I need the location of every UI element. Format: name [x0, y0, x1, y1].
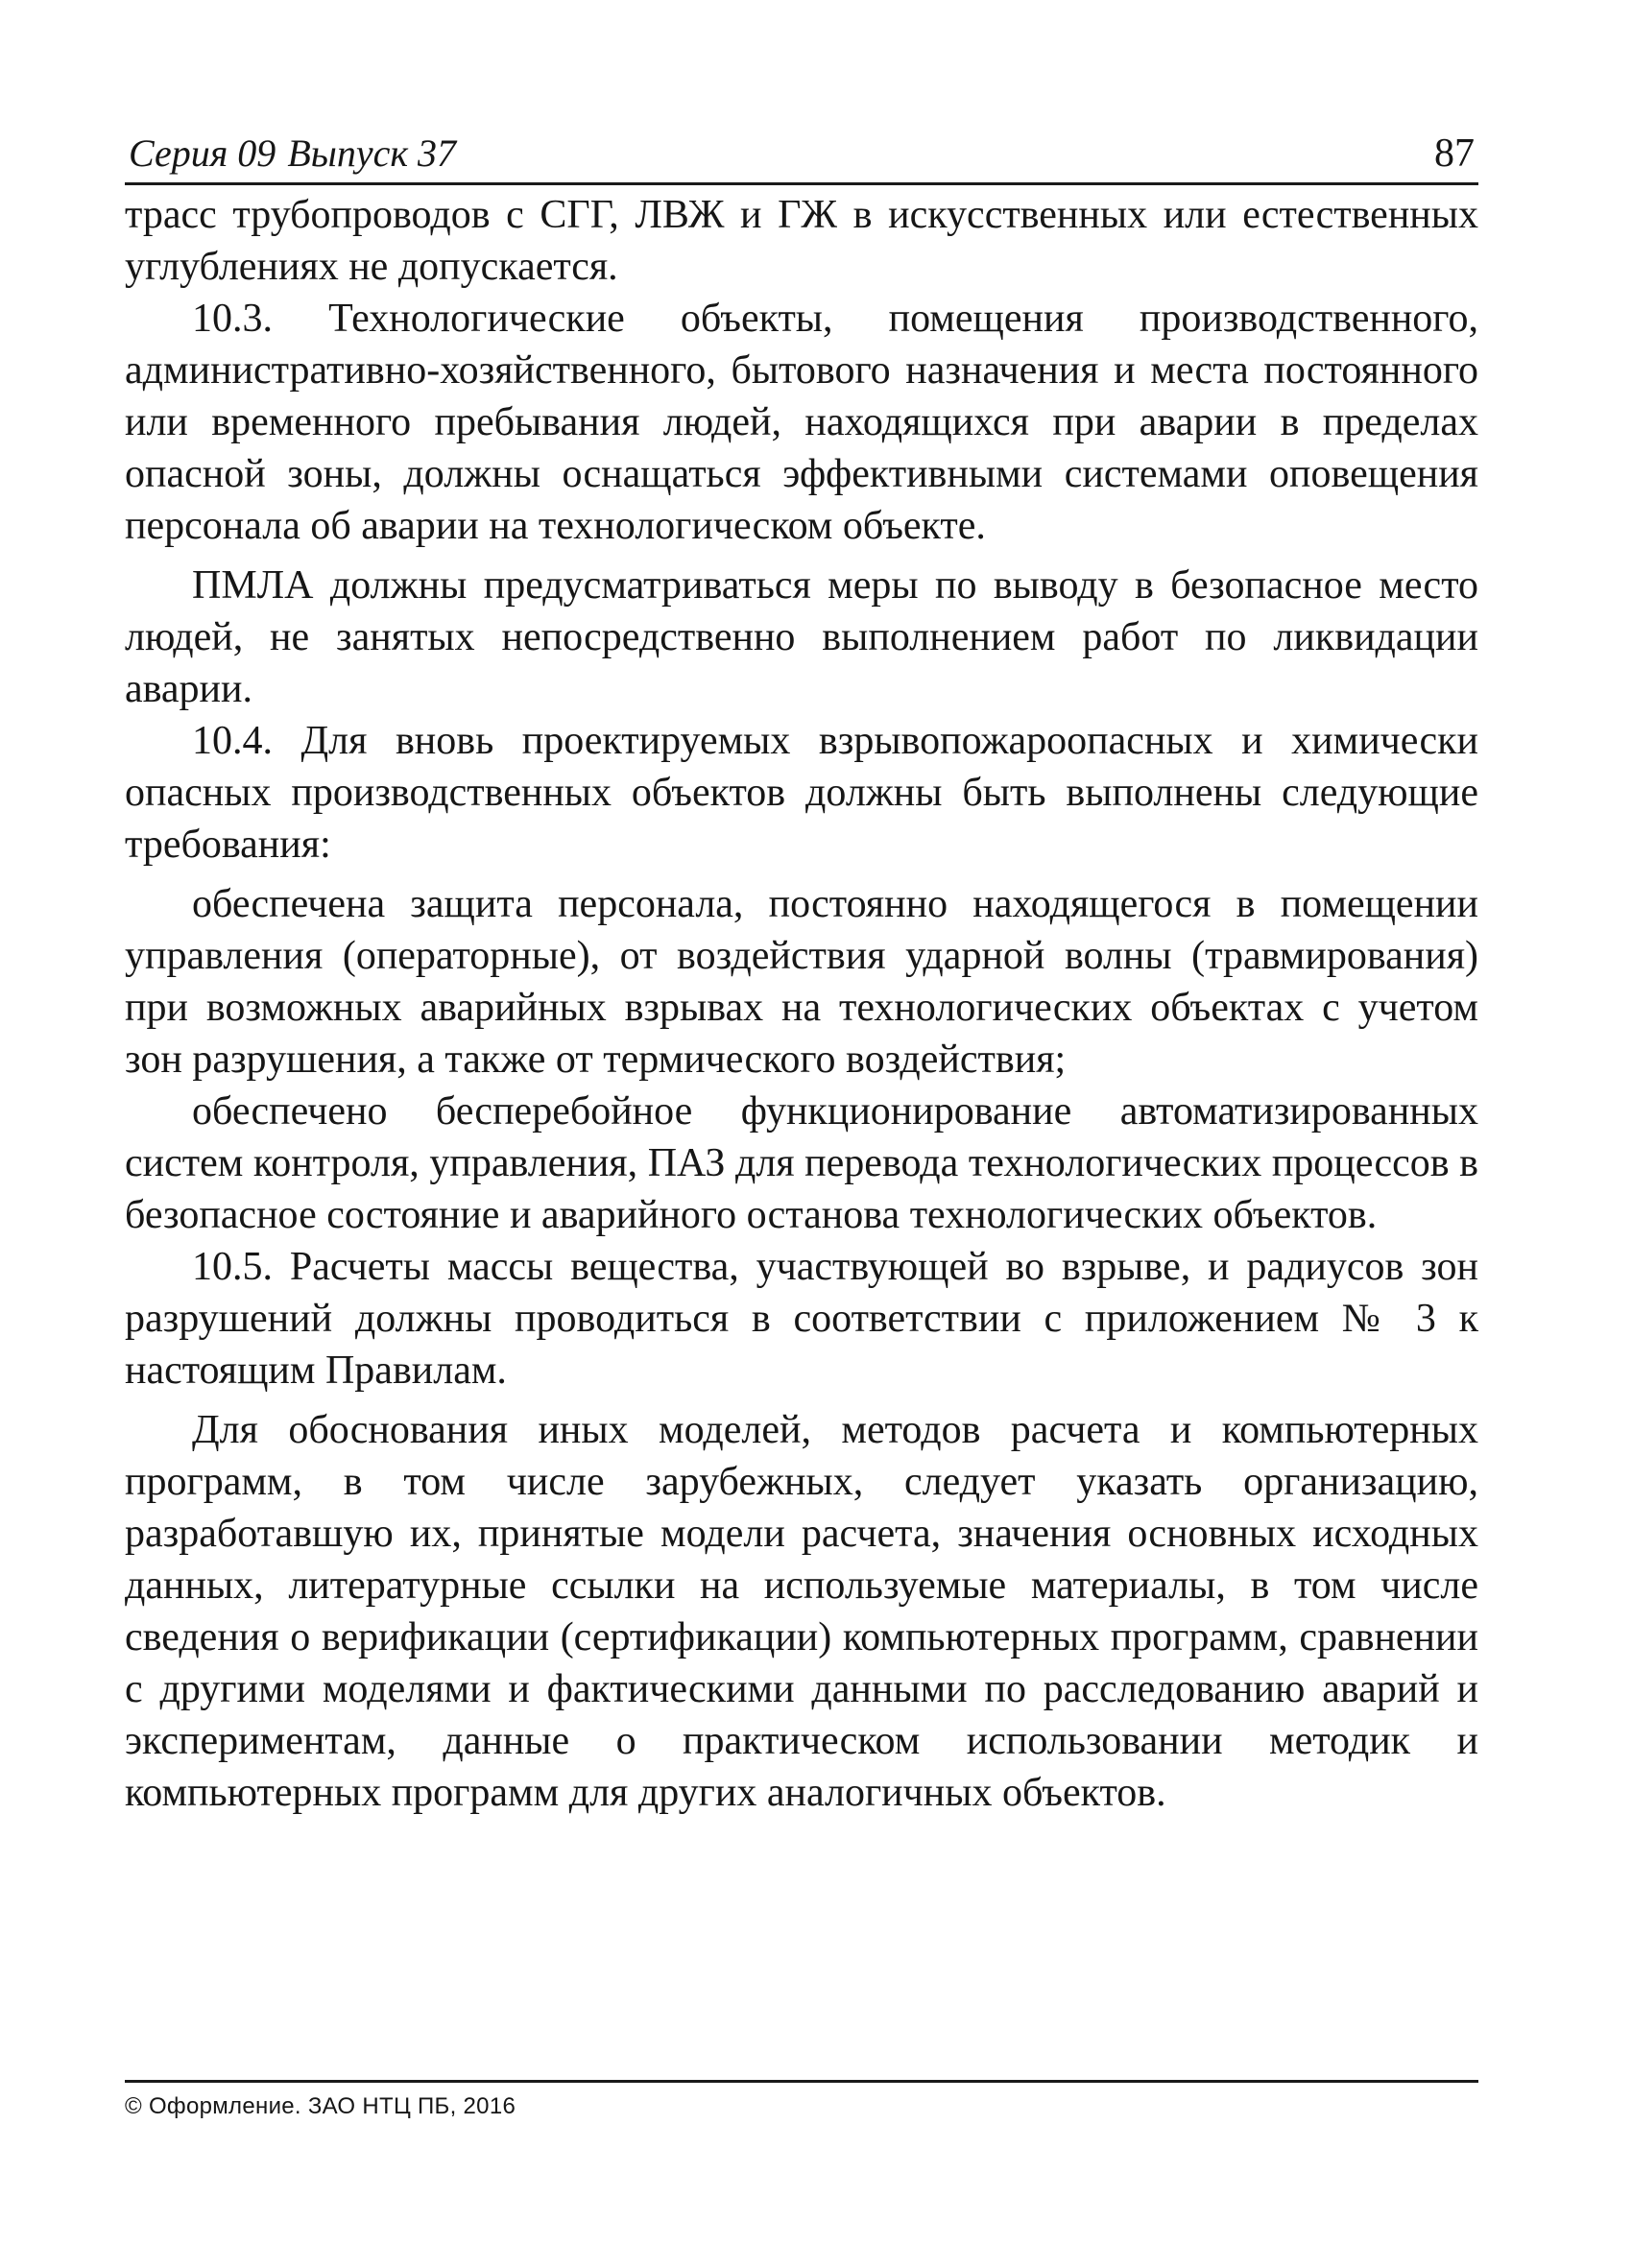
- paragraph-requirement-2: обеспечено бесперебойное функционирование автоматизированных систем контроля, управления, ПАЗ для перевода технологических процессов в безопасное состояние и аварийного останова технологических объектов.: [125, 1089, 1478, 1237]
- document-page: [125, 115, 1478, 2169]
- footer: [125, 2080, 1478, 2121]
- copyright-notice: © Оформление. ЗАО НТЦ ПБ, 2016: [125, 2093, 516, 2119]
- series-number: Серия 09: [129, 131, 276, 175]
- paragraph-10-4: 10.4. Для вновь проектируемых взрывопожароопасных и химически опасных производственных объектов должны быть выполнены следующие требования:: [125, 719, 1478, 867]
- body-text: [125, 189, 1478, 1819]
- issue-number: Выпуск 37: [287, 131, 457, 175]
- paragraph-models: Для обоснования иных моделей, методов расчета и компьютерных программ, в том числе зарубежных, следует указать организацию, разработавшую их, принятые модели расчета, значения основных исходных данных, литературные ссылки на используемые материалы, в том числе сведения о верификации (сертификации) компьютерных программ, сравнении с другими моделями и фактическими данными по расследованию аварий и экспериментам, данные о практическом использовании методик и компьютерных программ для других аналогичных объектов.: [125, 1408, 1478, 1815]
- paragraph-continuation: трасс трубопроводов с СГГ, ЛВЖ и ГЖ в искусственных или естественных углублениях не допускается.: [125, 193, 1478, 289]
- paragraph-pmla: ПМЛА должны предусматриваться меры по выводу в безопасное место людей, не занятых непосредственно выполнением работ по ликвидации аварии.: [125, 563, 1478, 711]
- paragraph-10-3: 10.3. Технологические объекты, помещения производственного, административно-хозяйственного, бытового назначения и места постоянного или временного пребывания людей, находящихся при аварии в пределах опасной зоны, должны оснащаться эффективными системами оповещения персонала об аварии на технологическом объекте.: [125, 297, 1478, 548]
- paragraph-10-5: 10.5. Расчеты массы вещества, участвующей во взрыве, и радиусов зон разрушений должны проводиться в соответствии с приложением № 3 к настоящим Правилам.: [125, 1245, 1478, 1393]
- series-title: [129, 131, 456, 177]
- paragraph-requirement-1: обеспечена защита персонала, постоянно находящегося в помещении управления (операторные), от воздействия ударной волны (травмирования) при возможных аварийных взрывах на технологических объектах с учетом зон разрушения, а также от термического воздействия;: [125, 882, 1478, 1082]
- running-header: [125, 115, 1478, 185]
- page-number: 87: [1434, 131, 1475, 176]
